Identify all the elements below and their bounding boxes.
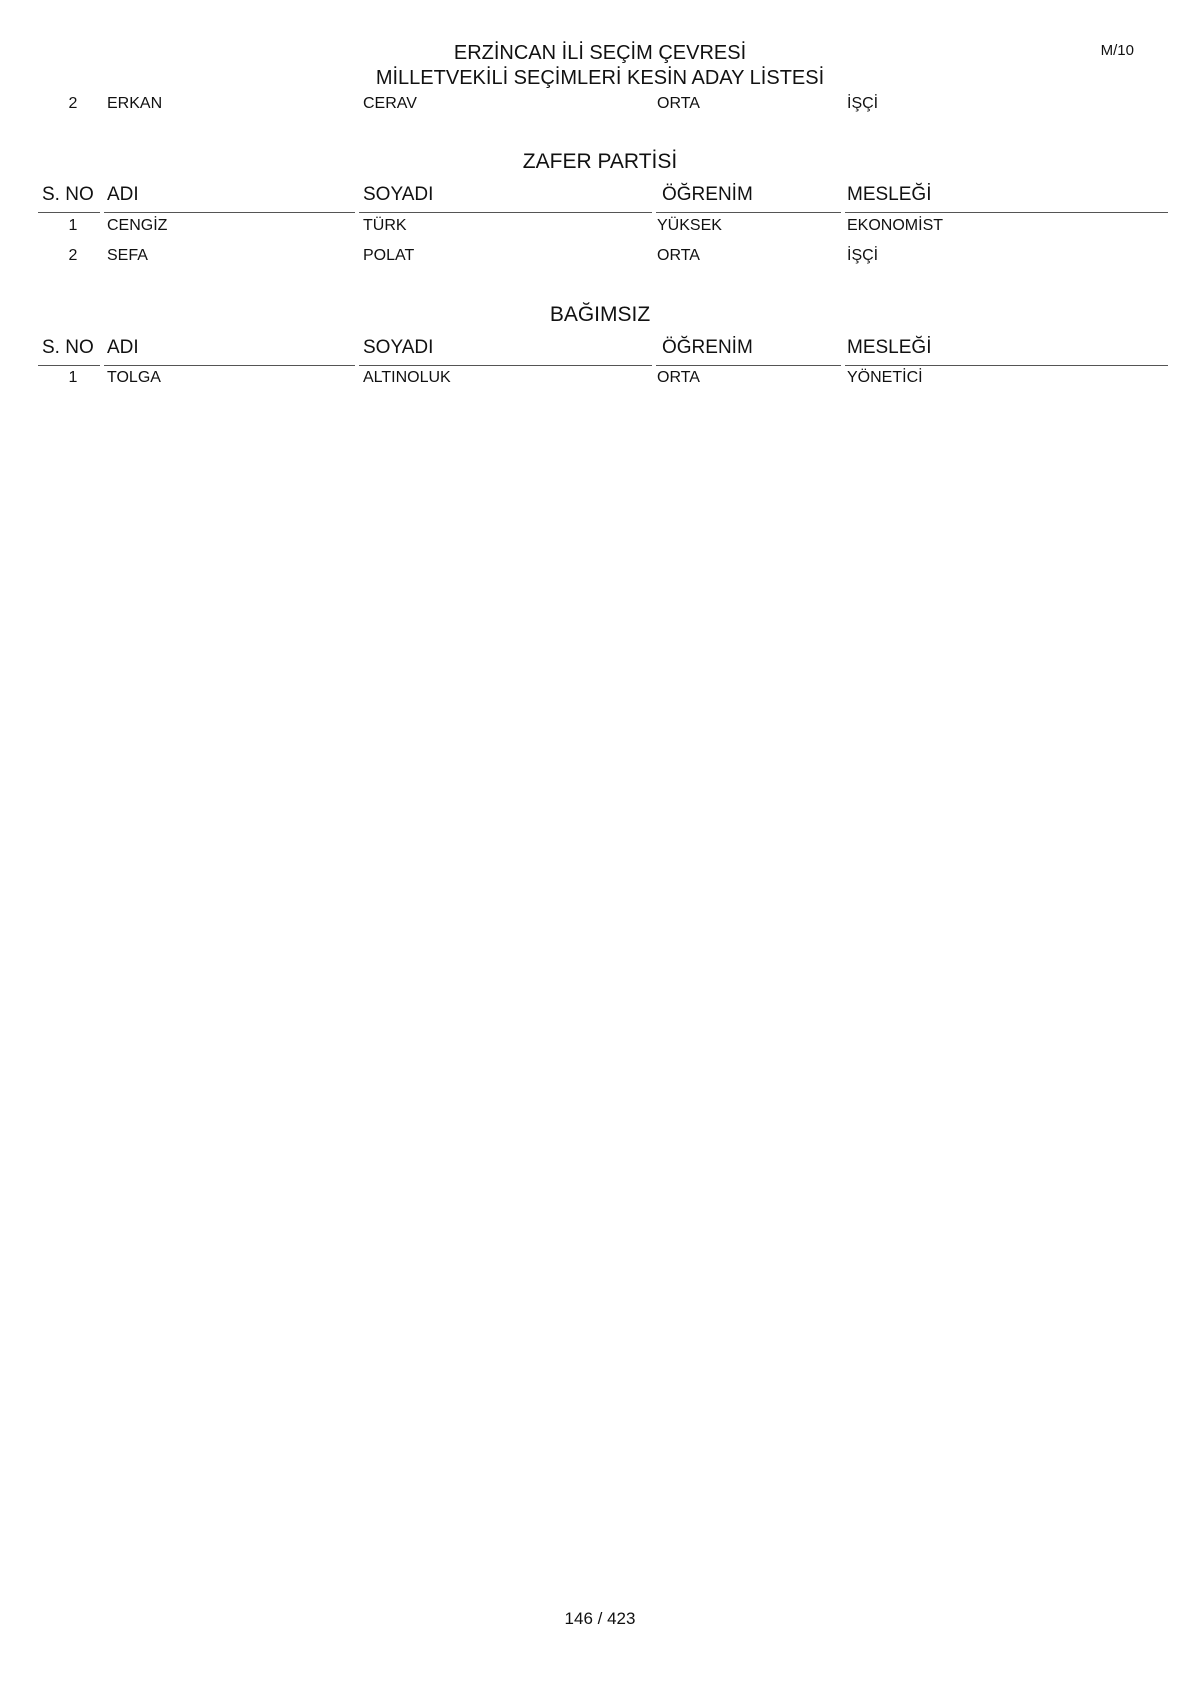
cell-meslegi: İŞÇİ bbox=[847, 95, 879, 112]
cell-ogrenim: ORTA bbox=[657, 95, 700, 112]
header-underline bbox=[38, 212, 100, 213]
cell-soyadi: POLAT bbox=[363, 247, 415, 264]
header-underline bbox=[104, 212, 355, 213]
header-underline bbox=[359, 365, 652, 366]
cell-adi: TOLGA bbox=[107, 369, 161, 386]
section-title-bagimsiz: BAĞIMSIZ bbox=[549, 303, 651, 326]
header-underline bbox=[104, 365, 355, 366]
table-row bbox=[0, 95, 1200, 117]
cell-adi: CENGİZ bbox=[107, 217, 168, 234]
header-underline bbox=[38, 365, 100, 366]
cell-meslegi: YÖNETİCİ bbox=[847, 369, 923, 386]
cell-meslegi: İŞÇİ bbox=[847, 247, 879, 264]
cell-soyadi: ALTINOLUK bbox=[363, 369, 451, 386]
cell-no: 2 bbox=[68, 247, 78, 264]
cell-meslegi: EKONOMİST bbox=[847, 217, 944, 234]
header-underline bbox=[845, 365, 1168, 366]
cell-ogrenim: ORTA bbox=[657, 369, 700, 386]
header-adi: ADI bbox=[107, 337, 139, 358]
table-header bbox=[0, 184, 1200, 214]
header-ogrenim: ÖĞRENİM bbox=[662, 184, 753, 205]
section-title-zafer-partisi: ZAFER PARTİSİ bbox=[522, 150, 678, 173]
header-ogrenim: ÖĞRENİM bbox=[662, 337, 753, 358]
table-row bbox=[0, 247, 1200, 269]
cell-soyadi: TÜRK bbox=[363, 217, 407, 234]
header-meslegi: MESLEĞİ bbox=[847, 184, 932, 205]
header-soyadi: SOYADI bbox=[363, 184, 434, 205]
header-underline bbox=[656, 365, 841, 366]
cell-adi: ERKAN bbox=[107, 95, 163, 112]
header-soyadi: SOYADI bbox=[363, 337, 434, 358]
cell-ogrenim: ORTA bbox=[657, 247, 700, 264]
header-title-line2: MİLLETVEKİLİ SEÇİMLERİ KESİN ADAY LİSTESİ bbox=[375, 67, 825, 89]
header-underline bbox=[656, 212, 841, 213]
cell-adi: SEFA bbox=[107, 247, 148, 264]
header-meslegi: MESLEĞİ bbox=[847, 337, 932, 358]
cell-no: 1 bbox=[68, 369, 78, 386]
document-header bbox=[0, 41, 1200, 91]
page-number: 146 / 423 bbox=[564, 1609, 636, 1628]
table-row bbox=[0, 369, 1200, 391]
cell-no: 2 bbox=[68, 95, 78, 112]
header-no: S. NO bbox=[42, 337, 94, 358]
header-no: S. NO bbox=[42, 184, 94, 205]
cell-soyadi: CERAV bbox=[363, 95, 417, 112]
table-row bbox=[0, 217, 1200, 239]
header-underline bbox=[359, 212, 652, 213]
table-header bbox=[0, 337, 1200, 367]
header-underline bbox=[845, 212, 1168, 213]
cell-no: 1 bbox=[68, 217, 78, 234]
header-title-line1: ERZİNCAN İLİ SEÇİM ÇEVRESİ bbox=[453, 42, 747, 64]
cell-ogrenim: YÜKSEK bbox=[657, 217, 722, 234]
header-adi: ADI bbox=[107, 184, 139, 205]
page-code: M/10 bbox=[1100, 42, 1134, 59]
